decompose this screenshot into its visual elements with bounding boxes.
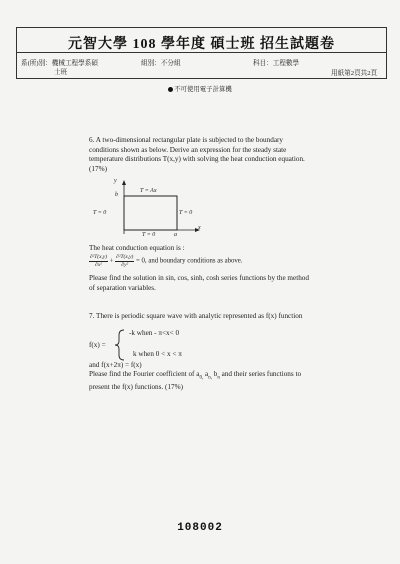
top-boundary-label: T = Ax: [140, 188, 157, 194]
page-info: 用紙第2頁共2頁: [331, 70, 378, 77]
question-6-intro: [89, 136, 313, 174]
left-brace-icon: [114, 329, 126, 361]
piecewise-function: [89, 329, 289, 361]
subscript-0: 0,: [199, 375, 204, 381]
subject-value: 工程數學: [272, 60, 300, 67]
plus-sign: +: [109, 257, 114, 265]
group-value: 不分組: [160, 60, 181, 67]
fraction-2: [115, 254, 134, 268]
instruction-part-a: Please find the Fourier coefficient of a: [89, 370, 200, 378]
periodic-condition: and f(x+2π) = f(x): [89, 361, 142, 369]
right-boundary-label: T = 0: [179, 210, 193, 216]
subject-label: 科目：: [253, 60, 273, 67]
left-boundary-label: T = 0: [93, 210, 107, 216]
coef-b: b: [211, 370, 218, 378]
question-7-instruction: [89, 370, 313, 393]
heat-equation-label: The heat conduction equation is :: [89, 244, 185, 252]
subscript-n: n,: [208, 375, 212, 381]
exam-title: 元智大學 108 學年度 碩士班 招生試題卷: [68, 37, 335, 52]
fraction-1: [89, 254, 108, 268]
exam-header: [16, 27, 387, 79]
bottom-boundary-label: T = 0: [142, 232, 156, 238]
case-2: k when 0 < x < π: [133, 350, 182, 358]
subject-field: [253, 57, 299, 67]
equation-tail: = 0, and boundary conditions as above.: [135, 257, 243, 265]
fraction-2-den: ∂y²: [121, 261, 129, 268]
coef-a: a: [203, 370, 209, 378]
bullet-icon: [168, 87, 173, 92]
exam-code: 108002: [177, 522, 223, 534]
x-axis-label: x: [198, 225, 201, 231]
dept-label: 系(所)別：: [21, 60, 52, 67]
question-6-text: 6. A two-dimensional rectangular plate is subjected to the boundary conditions shown as below. Derive an expression for the steady state temperature distributions T(x,y) with solving the heat conduction equation. (17%): [89, 136, 305, 173]
group-label: 組別：: [141, 60, 161, 67]
instruction-part-b: and their series functions to present the f(x) functions. (17%): [89, 370, 302, 392]
case-1: -k when - π<x< 0: [129, 329, 180, 337]
dept-value: 機械工程學系碩: [51, 60, 98, 67]
y-axis-arrow-icon: [122, 180, 126, 185]
fraction-2-num: ∂²T(x,y): [116, 254, 134, 260]
fraction-1-den: ∂x²: [95, 261, 102, 268]
fraction-1-num: ∂²T(x,y): [90, 254, 108, 260]
question-6-instruction: Please find the solution in sin, cos, sinh, cosh series functions by the method of separation variables.: [89, 274, 309, 292]
height-label: b: [115, 192, 118, 198]
group-field: [141, 57, 181, 67]
heat-equation: [89, 254, 243, 268]
fx-label: f(x) =: [89, 341, 106, 349]
notice-text: 不可使用電子計算機: [174, 86, 232, 93]
y-axis-label: y: [114, 178, 117, 184]
calculator-notice: [0, 84, 400, 93]
plate-diagram: [93, 178, 202, 240]
plate-rect: [124, 196, 177, 230]
dept-value-cont: 士班: [54, 69, 68, 76]
subscript-n2: n: [217, 375, 220, 381]
width-label: a: [174, 232, 177, 238]
header-divider: [17, 52, 386, 53]
question-7-intro: 7. There is periodic square wave with analytic represented as f(x) function: [89, 312, 303, 320]
